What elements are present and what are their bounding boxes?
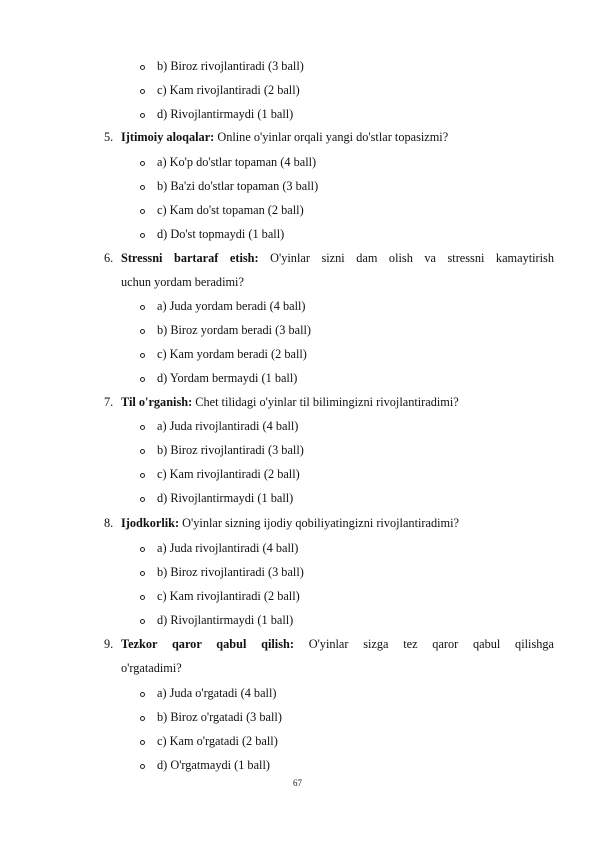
question-number: 6.	[104, 251, 114, 265]
list-item: c) Kam yordam beradi (2 ball)	[140, 342, 307, 366]
bullet-icon	[140, 449, 145, 454]
question-title: Tezkor qaror qabul qilish:	[121, 637, 294, 651]
list-item: d) Do'st topmaydi (1 ball)	[140, 222, 284, 246]
question-title: Ijtimoiy aloqalar:	[121, 130, 215, 144]
list-item: b) Biroz o'rgatadi (3 ball)	[140, 705, 282, 729]
list-item: d) Yordam bermaydi (1 ball)	[140, 366, 297, 390]
list-item: d) Rivojlantirmaydi (1 ball)	[140, 608, 293, 632]
bullet-icon	[140, 764, 145, 769]
bullet-icon	[140, 740, 145, 745]
list-item: d) Rivojlantirmaydi (1 ball)	[140, 102, 293, 126]
question-text: Chet tilidagi o'yinlar til bilimingizni rivojlantiradimi?	[192, 395, 459, 409]
question-title: Stressni bartaraf etish:	[121, 251, 259, 265]
question-number: 7.	[104, 395, 114, 409]
list-item: b) Biroz rivojlantiradi (3 ball)	[140, 54, 304, 78]
question-text: O'yinlar sizni dam olish va stressni kamaytirish	[258, 251, 554, 265]
list-item: d) O'rgatmaydi (1 ball)	[140, 753, 270, 777]
bullet-icon	[140, 185, 145, 190]
list-item: b) Ba'zi do'stlar topaman (3 ball)	[140, 174, 318, 198]
bullet-icon	[140, 547, 145, 552]
bullet-icon	[140, 619, 145, 624]
bullet-icon	[140, 692, 145, 697]
question-number: 5.	[104, 130, 114, 144]
question-5	[104, 125, 554, 149]
question-8	[104, 511, 554, 535]
list-item: a) Juda rivojlantiradi (4 ball)	[140, 414, 298, 438]
bullet-icon	[140, 233, 145, 238]
list-item: a) Ko'p do'stlar topaman (4 ball)	[140, 150, 316, 174]
list-item: a) Juda rivojlantiradi (4 ball)	[140, 536, 298, 560]
question-9	[104, 632, 554, 680]
bullet-icon	[140, 595, 145, 600]
bullet-icon	[140, 65, 145, 70]
bullet-icon	[140, 716, 145, 721]
bullet-icon	[140, 497, 145, 502]
bullet-icon	[140, 571, 145, 576]
list-item: c) Kam rivojlantiradi (2 ball)	[140, 462, 300, 486]
bullet-icon	[140, 113, 145, 118]
question-6	[104, 246, 554, 294]
bullet-icon	[140, 353, 145, 358]
list-item: c) Kam rivojlantiradi (2 ball)	[140, 78, 300, 102]
bullet-icon	[140, 425, 145, 430]
question-text-continued: o'rgatadimi?	[121, 661, 182, 675]
list-item: a) Juda o'rgatadi (4 ball)	[140, 681, 276, 705]
question-text: O'yinlar sizga tez qaror qabul qilishga	[293, 637, 554, 651]
question-number: 8.	[104, 516, 114, 530]
bullet-icon	[140, 89, 145, 94]
bullet-icon	[140, 305, 145, 310]
list-item: b) Biroz rivojlantiradi (3 ball)	[140, 560, 304, 584]
bullet-icon	[140, 209, 145, 214]
bullet-icon	[140, 161, 145, 166]
bullet-icon	[140, 329, 145, 334]
question-text: O'yinlar sizning ijodiy qobiliyatingizni rivojlantiradimi?	[179, 516, 459, 530]
question-text-continued: uchun yordam beradimi?	[121, 275, 244, 289]
list-item: b) Biroz rivojlantiradi (3 ball)	[140, 438, 304, 462]
list-item: d) Rivojlantirmaydi (1 ball)	[140, 486, 293, 510]
list-item: c) Kam o'rgatadi (2 ball)	[140, 729, 278, 753]
question-7	[104, 390, 554, 414]
page-number: 67	[293, 778, 302, 788]
list-item: c) Kam do'st topaman (2 ball)	[140, 198, 304, 222]
list-item: c) Kam rivojlantiradi (2 ball)	[140, 584, 300, 608]
question-title: Ijodkorlik:	[121, 516, 180, 530]
question-text: Online o'yinlar orqali yangi do'stlar topasizmi?	[214, 130, 449, 144]
question-number: 9.	[104, 637, 114, 651]
list-item: a) Juda yordam beradi (4 ball)	[140, 294, 306, 318]
list-item: b) Biroz yordam beradi (3 ball)	[140, 318, 311, 342]
bullet-icon	[140, 473, 145, 478]
question-title: Til o'rganish:	[121, 395, 193, 409]
bullet-icon	[140, 377, 145, 382]
